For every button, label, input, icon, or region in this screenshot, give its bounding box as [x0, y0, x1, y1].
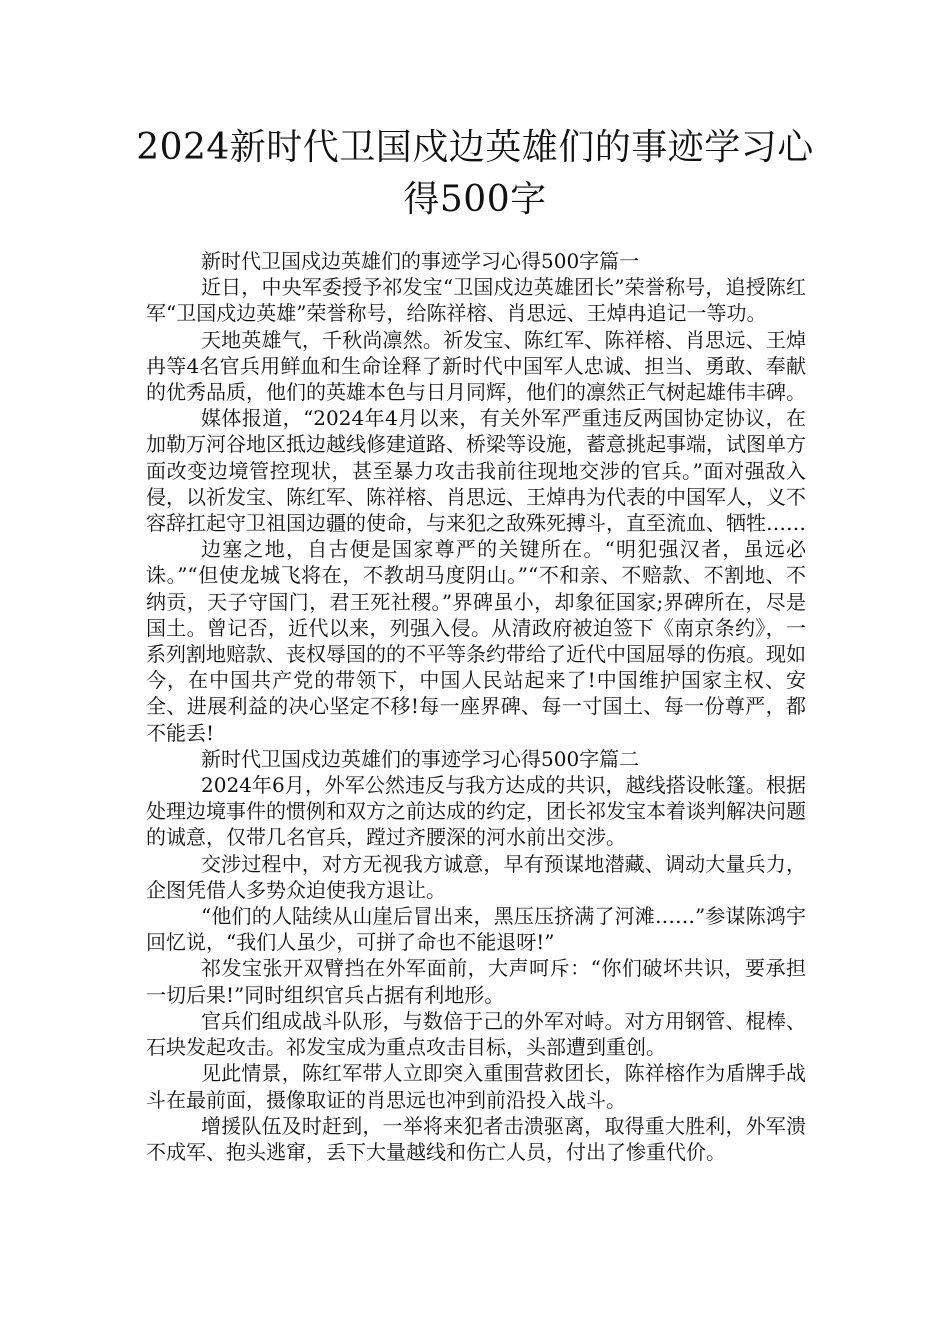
paragraph: 交涉过程中，对方无视我方诚意，早有预谋地潜藏、调动大量兵力，企图凭借人多势众迫使我方退让。 — [146, 851, 806, 902]
paragraph: 近日，中央军委授予祁发宝“卫国戍边英雄团长”荣誉称号，追授陈红军“卫国戍边英雄”荣誉称号，给陈祥榕、肖思远、王焯冉追记一等功。 — [146, 275, 806, 326]
section-heading-2: 新时代卫国戍边英雄们的事迹学习心得500字篇二 — [201, 746, 640, 771]
paragraph: 媒体报道，“2024年4月以来，有关外军严重违反两国协定协议，在加勒万河谷地区抵边越线修建道路、桥梁等设施，蓄意挑起事端，试图单方面改变边境管控现状，甚至暴力攻击我前往现地交涉的官兵。”面对强敌入侵，以祈发宝、陈红军、陈祥榕、肖思远、王焯冉为代表的中国军人，义不容辞扛起守卫祖国边疆的使命，与来犯之敌殊死搏斗，直至流血、牺牲…… — [146, 406, 806, 536]
paragraph: “他们的人陆续从山崖后冒出来，黑压压挤满了河滩……”参谋陈鸿宇回忆说，“我们人虽少，可拼了命也不能退呀!” — [146, 904, 806, 955]
paragraph: 增援队伍及时赶到，一举将来犯者击溃驱离，取得重大胜利，外军溃不成军、抱头逃窜，丢下大量越线和伤亡人员，付出了惨重代价。 — [146, 1113, 806, 1164]
document-body — [146, 248, 806, 1165]
paragraph: 2024年6月，外军公然违反与我方达成的共识，越线搭设帐篷。根据处理边境事件的惯例和双方之前达成的约定，团长祁发宝本着谈判解决问题的诚意，仅带几名官兵，蹚过齐腰深的河水前出交涉。 — [146, 773, 806, 850]
paragraph: 见此情景，陈红军带人立即突入重围营救团长，陈祥榕作为盾牌手战斗在最前面，摄像取证的肖思远也冲到前沿投入战斗。 — [146, 1061, 806, 1112]
paragraph: 边塞之地，自古便是国家尊严的关键所在。“明犯强汉者，虽远必诛。”“但使龙城飞将在，不教胡马度阴山。”“不和亲、不赔款、不割地、不纳贡，天子守国门，君王死社稷。”界碑虽小，却象征国家;界碑所在，尽是国土。曾记否，近代以来，列强入侵。从清政府被迫签下《南京条约》，一系列割地赔款、丧权辱国的的不平等条约带给了近代中国屈辱的伤痕。现如今，在中国共产党的带领下，中国人民站起来了!中国维护国家主权、安全、进展利益的决心坚定不移!每一座界碑、每一寸国土、每一份尊严，都不能丢! — [146, 537, 806, 745]
section-heading-1: 新时代卫国戍边英雄们的事迹学习心得500字篇一 — [201, 249, 640, 273]
paragraph: 祁发宝张开双臂挡在外军面前，大声呵斥：“你们破坏共识，要承担一切后果!”同时组织官兵占据有利地形。 — [146, 956, 806, 1007]
paragraph: 天地英雄气，千秋尚凛然。祈发宝、陈红军、陈祥榕、肖思远、王焯冉等4名官兵用鲜血和生命诠释了新时代中国军人忠诚、担当、勇敢、奉献的优秀品质，他们的英雄本色与日月同辉，他们的凛然正气树起雄伟丰碑。 — [146, 327, 806, 405]
paragraph: 官兵们组成战斗队形，与数倍于己的外军对峙。对方用钢管、棍棒、石块发起攻击。祁发宝成为重点攻击目标，头部遭到重创。 — [146, 1008, 806, 1060]
document-title — [100, 122, 850, 226]
document-title-line-2: 得500字 — [403, 179, 547, 220]
document-title-line-1: 2024新时代卫国戍边英雄们的事迹学习心 — [136, 127, 814, 168]
